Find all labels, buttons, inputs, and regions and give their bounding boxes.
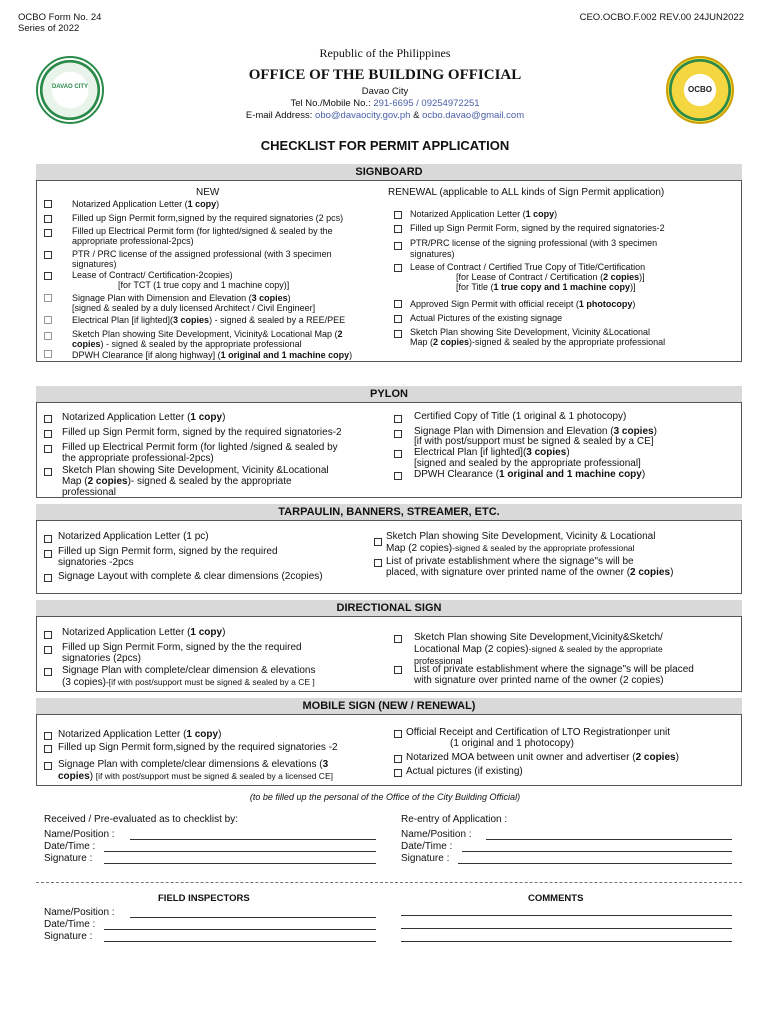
pylon-checkbox[interactable] [394,450,402,458]
mobile-item-text: copies) [if with post/support must be signed & sealed by a licensed CE] [58,771,333,782]
pylon-item-text: professional [62,487,116,498]
ocbo-seal-icon: OCBO [666,56,734,124]
new-item-checkbox[interactable] [44,316,52,324]
reentry-name-label: Name/Position : [401,829,472,840]
pylon-item-text: Filled up Electrical Permit form (for lighted /signed & sealed by [62,442,338,453]
pylon-item-text: DPWH Clearance (1 original and 1 machine copy) [414,469,646,480]
comments-title: COMMENTS [528,893,584,904]
comments-line[interactable] [401,941,732,942]
mobile-checkbox[interactable] [44,762,52,770]
renewal-item-checkbox[interactable] [394,225,402,233]
tarpaulin-item-text: Sketch Plan showing Site Development, Vicinity & Locational [386,531,656,542]
inspector-name-line[interactable] [130,917,376,918]
received-date-line[interactable] [104,851,376,852]
tarpaulin-item-text: signatories -2pcs [58,557,134,568]
directional-item-text: signatories (2pcs) [62,653,141,664]
pylon-checkbox[interactable] [44,445,52,453]
renewal-item-text: Filled up Sign Permit Form, signed by the required signatories-2 [410,223,665,233]
directional-item-text: Locational Map (2 copies)-signed & sealed by the appropriate [414,644,663,655]
renewal-item-text: Map (2 copies)-signed & sealed by the appropriate professional [410,337,666,347]
email-link-1[interactable]: obo@davaocity.gov.ph [315,110,411,121]
new-item-text: Sketch Plan showing Site Development, Vicinity& Locational Map (2 [72,329,343,339]
renewal-item-text: PTR/PRC license of the signing professional (with 3 specimen [410,238,658,248]
mobile-checkbox[interactable] [44,732,52,740]
form-reference: CEO.OCBO.F.002 REV.00 24JUN2022 [579,12,744,23]
comments-line[interactable] [401,915,732,916]
pylon-checkbox[interactable] [394,472,402,480]
new-item-text: appropriate professional-2pcs) [72,236,194,246]
received-signature-line[interactable] [104,863,376,864]
renewal-item-text: Approved Sign Permit with official receipt (1 photocopy) [410,299,636,309]
mobile-checkbox[interactable] [44,745,52,753]
new-item-text: Lease of Contract/ Certification-2copies) [72,270,233,280]
mobile-item-text: Notarized MOA between unit owner and advertiser (2 copies) [406,752,679,763]
tarpaulin-checkbox[interactable] [374,559,382,567]
contact-phone: Tel No./Mobile No.: 291-6695 / 09254972251 [290,98,480,109]
mobile-item-text: Actual pictures (if existing) [406,766,523,777]
tarpaulin-title: TARPAULIN, BANNERS, STREAMER, ETC. [36,504,742,521]
pylon-item-text: [if with post/support must be signed & sealed by a CE] [414,436,654,447]
pylon-item-text: [signed and sealed by the appropriate professional] [414,458,641,469]
mobile-checkbox[interactable] [394,755,402,763]
directional-checkbox[interactable] [44,646,52,654]
renewal-item-text: Lease of Contract / Certified True Copy of Title/Certification [410,262,646,272]
received-signature-label: Signature : [44,853,93,864]
pylon-item-text: Electrical Plan [if lighted](3 copies) [414,447,570,458]
received-label: Received / Pre-evaluated as to checklist by: [44,814,238,825]
directional-checkbox[interactable] [394,666,402,674]
tarpaulin-checkbox[interactable] [44,550,52,558]
republic-heading: Republic of the Philippines [319,46,451,60]
divider [36,882,742,883]
new-item-text: [signed & sealed by a duly licensed Architect / Civil Engineer] [72,303,316,313]
renewal-item-checkbox[interactable] [394,330,402,338]
renewal-item-text: [for Title (1 true copy and 1 machine copy)] [456,282,636,292]
directional-item-text: with signature over printed name of the owner (2 copies) [414,675,664,686]
new-item-text: Filled up Electrical Permit form (for lighted/signed & sealed by the [72,226,333,236]
comments-line[interactable] [401,928,732,929]
renewal-item-checkbox[interactable] [394,264,402,272]
office-heading: OFFICE OF THE BUILDING OFFICIAL [248,67,522,83]
field-inspectors-title: FIELD INSPECTORS [158,893,250,904]
new-item-text: Signage Plan with Dimension and Elevation (3 copies) [72,293,291,303]
mobile-checkbox[interactable] [394,730,402,738]
pylon-title: PYLON [36,386,742,403]
renewal-item-checkbox[interactable] [394,211,402,219]
new-item-text: DPWH Clearance [if along highway] (1 original and 1 machine copy) [72,350,353,360]
contact-email: E-mail Address: obo@davaocity.gov.ph & ocbo.davao@gmail.com [245,110,525,121]
mobile-title: MOBILE SIGN (NEW / RENEWAL) [36,698,742,715]
davao-city-seal-icon: DAVAO CITY [36,56,104,124]
directional-checkbox[interactable] [44,631,52,639]
inspector-date-label: Date/Time : [44,919,96,930]
directional-item-text: Filled up Sign Permit Form, signed by the the required [62,642,302,653]
inspector-signature-line[interactable] [104,941,376,942]
tarpaulin-checkbox[interactable] [44,574,52,582]
city-name: Davao City [361,86,409,97]
pylon-checkbox[interactable] [394,415,402,423]
directional-item-text: Signage Plan with complete/clear dimension & elevations [62,665,316,676]
renewal-item-text: signatures) [410,249,455,259]
renewal-item-checkbox[interactable] [394,242,402,250]
received-name-line[interactable] [130,839,376,840]
tarpaulin-item-text: Filled up Sign Permit form, signed by the required [58,546,278,557]
renewal-item-text: Notarized Application Letter (1 copy) [410,209,558,219]
inspector-date-line[interactable] [104,929,376,930]
new-item-checkbox[interactable] [44,350,52,358]
pylon-checkbox[interactable] [44,430,52,438]
mobile-item-text: (1 original and 1 photocopy) [450,738,574,749]
new-item-text: Notarized Application Letter (1 copy) [72,199,220,209]
new-item-checkbox[interactable] [44,332,52,340]
office-note: (to be filled up the personal of the Office of the City Building Official) [249,792,521,802]
directional-item-text: Notarized Application Letter (1 copy) [62,627,226,638]
new-item-checkbox[interactable] [44,294,52,302]
pylon-item-text: Map (2 copies)- signed & sealed by the appropriate [62,476,292,487]
tarpaulin-checkbox[interactable] [374,538,382,546]
renewal-item-checkbox[interactable] [394,300,402,308]
pylon-checkbox[interactable] [44,415,52,423]
pylon-item-text: Certified Copy of Title (1 original & 1 photocopy) [414,411,627,422]
directional-checkbox[interactable] [44,668,52,676]
tarpaulin-checkbox[interactable] [44,535,52,543]
new-item-text: copies) - signed & sealed by the appropriate professional [72,339,302,349]
directional-item-text: List of private establishment where the signage"s will be placed [414,664,694,675]
pylon-item-text: Sketch Plan showing Site Development, Vicinity &Locational [62,465,329,476]
mobile-item-text: Signage Plan with complete/clear dimensions & elevations (3 [58,759,329,770]
tarpaulin-item-text: List of private establishment where the signage"s will be [386,556,634,567]
reentry-name-line[interactable] [486,839,732,840]
renewal-item-text: [for Lease of Contract / Certification (2 copies)] [456,272,645,282]
pylon-item-text: Signage Plan with Dimension and Elevation (3 copies) [414,426,657,437]
reentry-signature-line[interactable] [458,863,732,864]
tarpaulin-item-text: Map (2 copies)-signed & sealed by the appropriate professional [386,543,635,554]
directional-title: DIRECTIONAL SIGN [36,600,742,617]
pylon-item-text: Filled up Sign Permit form, signed by the required signatories-2 [62,427,342,438]
new-item-checkbox[interactable] [44,200,52,208]
directional-item-text: professional [414,656,463,666]
pylon-item-text: the appropriate professional-2pcs) [62,453,214,464]
new-item-checkbox[interactable] [44,272,52,280]
new-item-checkbox[interactable] [44,251,52,259]
pylon-checkbox[interactable] [394,430,402,438]
new-item-text: [for TCT (1 true copy and 1 machine copy)] [118,280,290,290]
signboard-title: SIGNBOARD [36,164,742,181]
mobile-item-text: Filled up Sign Permit form,signed by the required signatories -2 [58,742,338,753]
reentry-label: Re-entry of Application : [401,814,508,825]
tarpaulin-item-text: Notarized Application Letter (1 pc) [58,531,209,542]
new-item-text: Filled up Sign Permit form,signed by the required signatories (2 pcs) [72,213,344,223]
page-title: CHECKLIST FOR PERMIT APPLICATION [260,138,510,153]
new-item-checkbox[interactable] [44,215,52,223]
inspector-signature-label: Signature : [44,931,93,942]
signboard-renewal-label: RENEWAL (applicable to ALL kinds of Sign Permit application) [388,187,665,198]
mobile-item-text: Notarized Application Letter (1 copy) [58,729,222,740]
pylon-item-text: Notarized Application Letter (1 copy) [62,412,226,423]
reentry-signature-label: Signature : [401,853,450,864]
received-date-label: Date/Time : [44,841,96,852]
inspector-name-label: Name/Position : [44,907,115,918]
form-number: OCBO Form No. 24 Series of 2022 [18,12,102,34]
received-name-label: Name/Position : [44,829,115,840]
new-item-text: PTR / PRC license of the assigned professional (with 3 specimen [72,249,332,259]
pylon-checkbox[interactable] [44,468,52,476]
renewal-item-checkbox[interactable] [394,315,402,323]
tarpaulin-item-text: Signage Layout with complete & clear dimensions (2copies) [58,571,323,582]
email-link-2[interactable]: ocbo.davao@gmail.com [422,110,525,121]
new-item-text: signatures) [72,259,117,269]
directional-item-text: (3 copies)-[if with post/support must be signed & sealed by a CE ] [62,677,315,688]
reentry-date-label: Date/Time : [401,841,453,852]
reentry-date-line[interactable] [462,851,732,852]
tarpaulin-item-text: placed, with signature over printed name of the owner (2 copies) [386,567,674,578]
renewal-item-text: Actual Pictures of the existing signage [410,313,563,323]
directional-checkbox[interactable] [394,635,402,643]
renewal-item-text: Sketch Plan showing Site Development, Vicinity &Locational [410,327,650,337]
new-item-text: Electrical Plan [if lighted](3 copies) - signed & sealed by a REE/PEE [72,315,346,325]
mobile-checkbox[interactable] [394,769,402,777]
new-item-checkbox[interactable] [44,229,52,237]
directional-item-text: Sketch Plan showing Site Development,Vicinity&Sketch/ [414,632,663,643]
signboard-new-label: NEW [196,187,220,198]
mobile-item-text: Official Receipt and Certification of LTO Registrationper unit [406,727,671,738]
